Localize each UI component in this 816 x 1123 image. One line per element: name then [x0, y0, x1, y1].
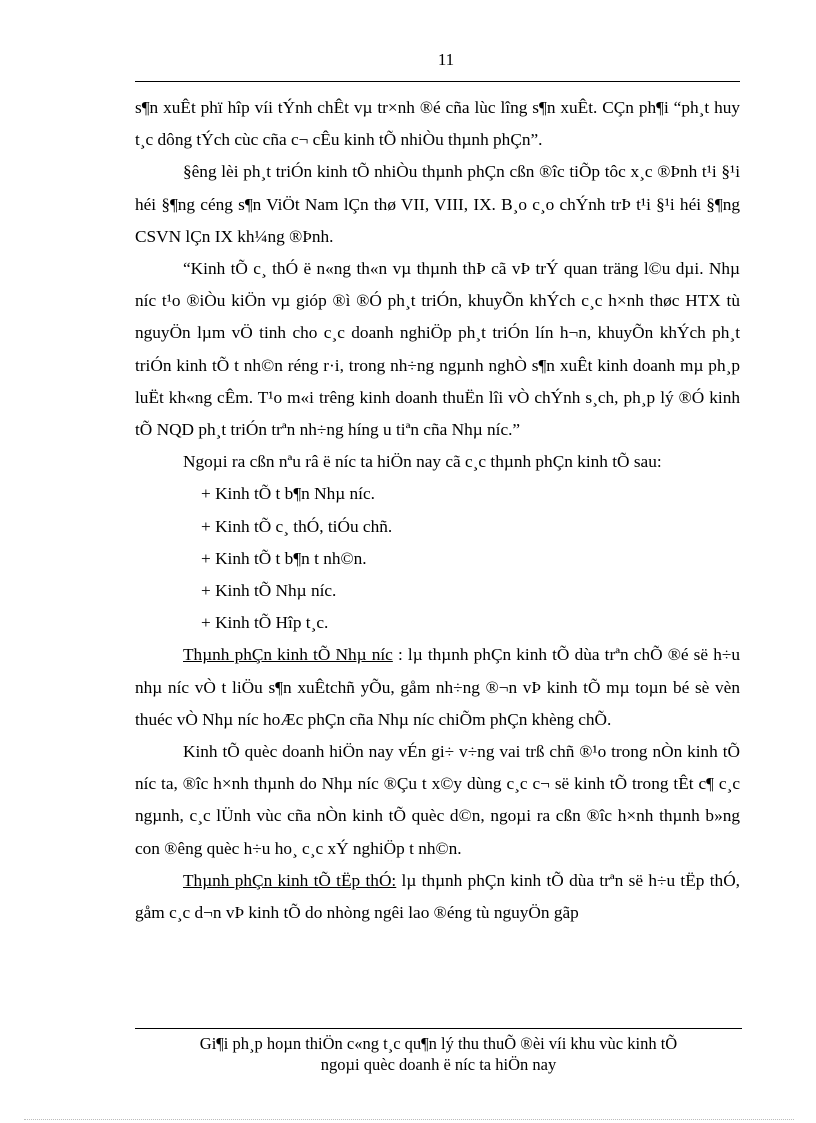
section-paragraph — [135, 639, 740, 736]
section-heading: Thµnh phÇn kinh tÕ Nhµ níc — [183, 645, 393, 665]
page-number: 11 — [437, 50, 455, 69]
footer-line: ngoµi quèc doanh ë níc ta hiÖn nay — [320, 1055, 557, 1074]
header-divider — [135, 81, 740, 82]
paragraph: §êng lèi ph¸t triÓn kinh tÕ nhiÒu thµnh phÇn cßn ®îc tiÕp tôc x¸c ®Þnh t¹i §¹i héi §¶ng céng s¶n ViÖt Nam lÇn thø VII, VIII, IX. B¸o c¸o chÝnh trÞ t¹i §¹i héi §¶ng CSVN lÇn IX kh¼ng ®Þnh. — [135, 162, 740, 246]
section-text: : lµ thµnh phÇn kinh tÕ dùa trªn chÕ ®é së h÷u nhµ níc vÒ t liÖu s¶n xuÊtchñ yÕu, gåm nh÷ng ®¬n vÞ kinh tÕ mµ toµn bé sè vèn thuéc vÒ Nhµ níc hoÆc phÇn cña Nhµ níc chiÕm phÇn khèng chÕ. — [135, 645, 740, 729]
page-edge — [24, 1119, 794, 1120]
list-item: + Kinh tÕ c¸ thÓ, tiÓu chñ. — [201, 516, 393, 536]
footer-divider — [135, 1028, 742, 1029]
quoted-paragraph: “Kinh tÕ c¸ thÓ ë n«ng th«n vµ thµnh thÞ cã vÞ trÝ quan träng l©u dµi. Nhµ níc t¹o ®iÒu kiÖn vµ gióp ®ì ®Ó ph¸t triÓn, khuyÕn khÝch c¸c h×nh thøc HTX tù nguyÖn lµm vÖ tinh cho c¸c doanh nghiÖp ph¸t triÓn lín h¬n, khuyÕn khÝch ph¸t triÓn kinh tÕ t nh©n réng r·i, trong nh÷ng ngµnh nghÒ s¶n xuÊt kinh doanh mµ ph¸p luËt kh«ng cÊm. T¹o m«i trêng kinh doanh thuËn lîi vÒ chÝnh s¸ch, ph¸p lý ®Ó kinh tÕ NQD ph¸t triÓn trªn nh÷ng híng u tiªn cña Nhµ níc.” — [135, 259, 740, 440]
footer-line: Gi¶i ph¸p hoµn thiÖn c«ng t¸c qu¶n lý thu thuÕ ®èi víi khu vùc kinh tÕ — [199, 1034, 678, 1053]
economic-sector-list — [135, 478, 740, 639]
list-item: + Kinh tÕ t b¶n t nh©n. — [201, 548, 367, 568]
paragraph: Kinh tÕ quèc doanh hiÖn nay vÉn gi÷ v÷ng vai trß chñ ®¹o trong nÒn kinh tÕ níc ta, ®îc h×nh thµnh do Nhµ níc ®Çu t x©y dùng c¸c c¬ së kinh tÕ trong tÊt c¶ c¸c ngµnh, c¸c lÜnh vùc cña nÒn kinh tÕ quèc d©n, ngoµi ra cßn ®îc h×nh thµnh b»ng con ®êng quèc h÷u ho¸ c¸c xÝ nghiÖp t nh©n. — [135, 742, 740, 858]
section-heading: Thµnh phÇn kinh tÕ tËp thÓ: — [183, 870, 397, 890]
list-item: + Kinh tÕ t b¶n Nhµ níc. — [201, 484, 375, 504]
page-footer — [135, 1033, 742, 1075]
section-text: lµ thµnh phÇn kinh tÕ dùa trªn së h÷u tËp thÓ, gåm c¸c d¬n vÞ kinh tÕ do nhòng ngêi lao ®éng tù nguyÖn gãp — [135, 870, 740, 923]
list-item: + Kinh tÕ Nhµ níc. — [201, 581, 337, 601]
paragraph: s¶n xuÊt phï hîp víi tÝnh chÊt vµ tr×nh ®é cña lùc lîng s¶n xuÊt. CÇn ph¶i “ph¸t huy t¸c dông tÝch cùc cña c¬ cÊu kinh tÕ nhiÒu thµnh phÇn”. — [135, 98, 740, 150]
body-text — [135, 92, 740, 929]
paragraph: Ngoµi ra cßn nªu râ ë níc ta hiÖn nay cã c¸c thµnh phÇn kinh tÕ sau: — [183, 452, 662, 472]
section-paragraph — [135, 865, 740, 929]
list-item: + Kinh tÕ Hîp t¸c. — [201, 613, 329, 633]
